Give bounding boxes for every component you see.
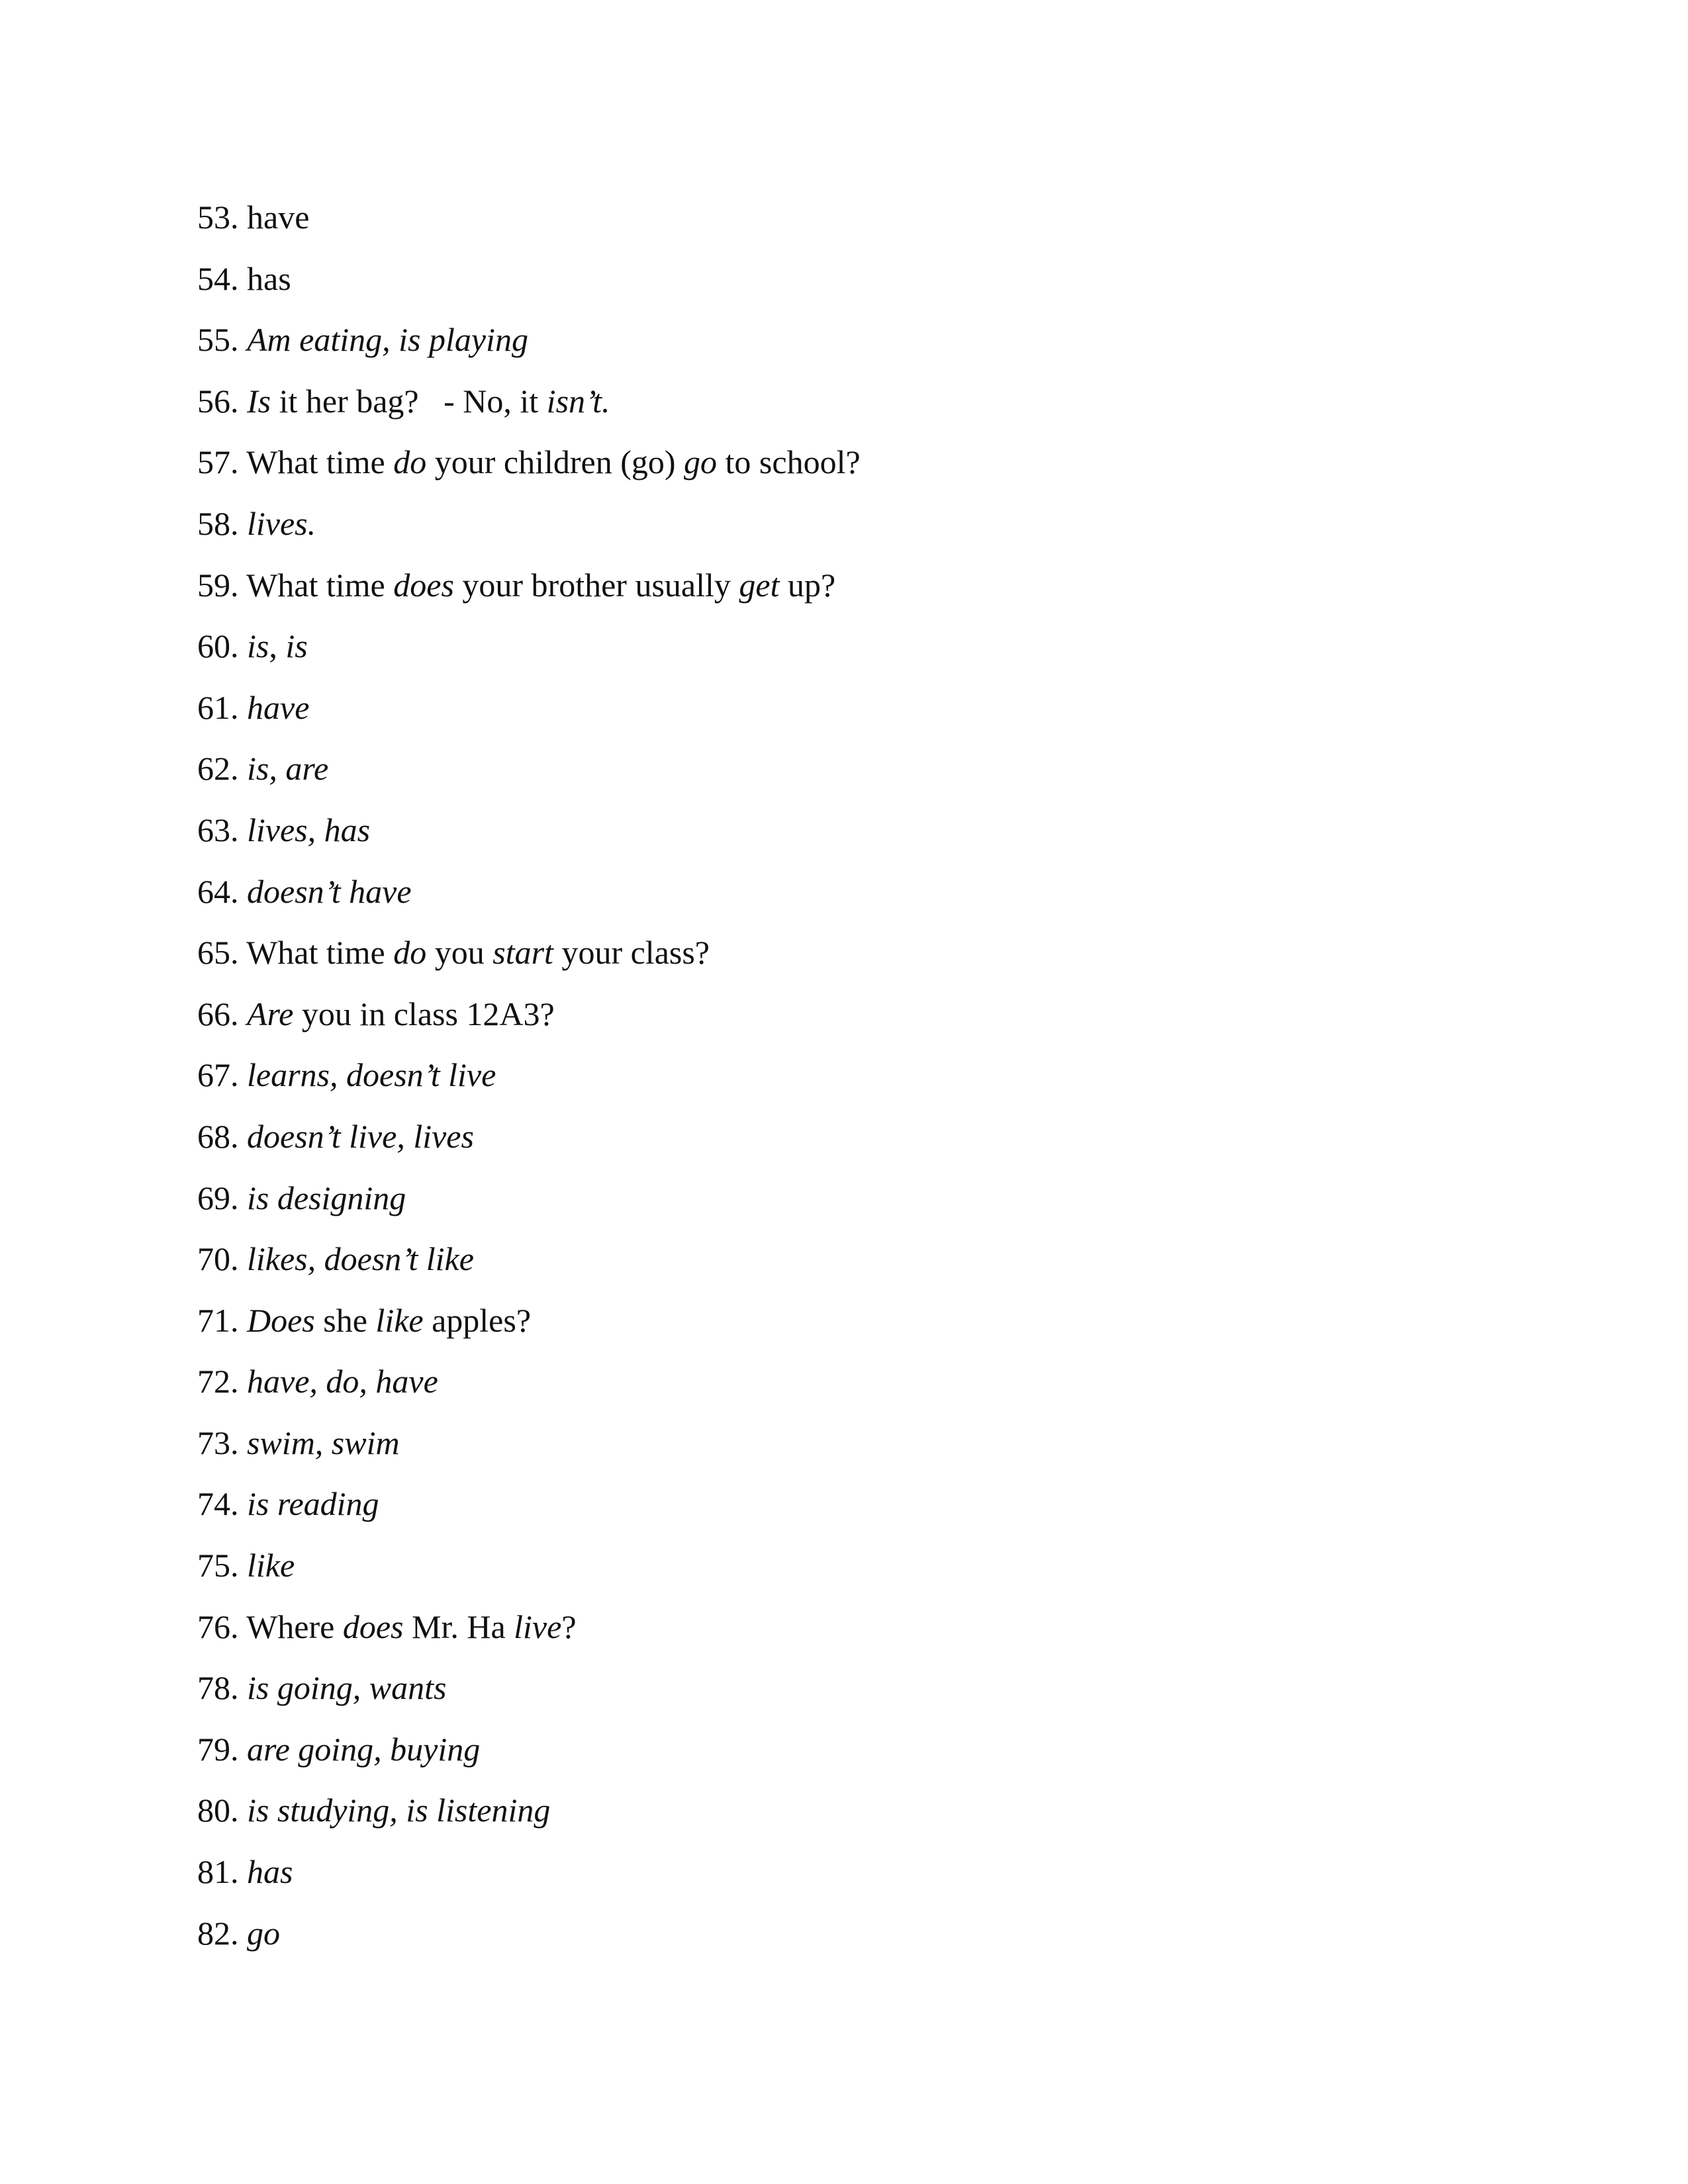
answer-number: 78. — [197, 1669, 239, 1707]
answer-verb-italic: are going, buying — [247, 1730, 481, 1768]
answer-verb-italic: doesn’t live, lives — [247, 1117, 474, 1155]
answer-verb-italic: is — [247, 627, 269, 665]
answer-number: 56. — [197, 382, 239, 420]
answer-number: 59. — [197, 566, 239, 604]
answer-number: 53. — [197, 199, 239, 236]
answer-text — [239, 321, 248, 358]
answer-item — [197, 380, 861, 441]
answer-text — [239, 811, 248, 848]
answer-item — [197, 1912, 861, 1974]
answer-verb-italic: Am eating, is playing — [247, 321, 528, 359]
answer-text — [239, 1363, 248, 1400]
answer-item — [197, 196, 861, 257]
answer-text: apples? — [423, 1301, 532, 1339]
answer-verb-italic: learns, doesn’t live — [247, 1056, 496, 1094]
answer-text — [239, 1669, 248, 1706]
answer-verb-italic: like — [375, 1301, 424, 1339]
answer-text — [239, 1056, 248, 1093]
answer-item — [197, 318, 861, 380]
answer-text — [239, 1915, 248, 1952]
answer-number: 80. — [197, 1792, 239, 1829]
answer-text: up? — [779, 566, 836, 604]
answer-number: 65. — [197, 934, 239, 972]
answer-number: 64. — [197, 872, 239, 910]
answer-key-list — [197, 196, 861, 1973]
answer-text: What time — [238, 934, 394, 972]
answer-verb-italic: likes, doesn’t like — [247, 1240, 474, 1278]
answer-item — [197, 625, 861, 686]
answer-verb-italic: is going, wants — [247, 1669, 447, 1707]
answer-item — [197, 257, 861, 319]
answer-verb-italic: have — [247, 688, 310, 726]
answer-item — [197, 1850, 861, 1912]
answer-text: What time — [238, 443, 394, 481]
answer-item — [197, 809, 861, 870]
answer-item — [197, 1360, 861, 1422]
answer-verb-italic: is — [285, 627, 308, 665]
answer-item — [197, 1299, 861, 1361]
answer-text — [239, 383, 248, 420]
answer-text: has — [238, 259, 291, 297]
answer-verb-italic: has — [247, 1853, 293, 1891]
answer-text — [239, 1547, 248, 1584]
answer-text — [239, 1853, 248, 1890]
answer-number: 55. — [197, 321, 239, 359]
answer-verb-italic: live — [514, 1608, 562, 1645]
answer-number: 66. — [197, 995, 239, 1032]
answer-text — [239, 1179, 248, 1216]
answer-item — [197, 1115, 861, 1177]
answer-number: 58. — [197, 504, 239, 542]
answer-verb-italic: have, do, have — [247, 1363, 438, 1400]
answer-number: 57. — [197, 443, 239, 481]
answer-text: have — [238, 199, 310, 236]
answer-text — [239, 1240, 248, 1277]
answer-verb-italic: is reading — [247, 1485, 379, 1523]
answer-number: 72. — [197, 1363, 239, 1400]
answer-text: to school? — [717, 443, 861, 481]
answer-text: your class? — [553, 934, 710, 972]
answer-verb-italic: swim, swim — [247, 1424, 400, 1461]
answer-verb-italic: do — [393, 443, 427, 481]
answer-verb-italic: get — [739, 566, 780, 604]
answer-item — [197, 993, 861, 1054]
answer-item — [197, 1606, 861, 1667]
answer-verb-italic: start — [492, 934, 553, 972]
answer-item — [197, 564, 861, 625]
answer-verb-italic: isn’t. — [546, 382, 610, 420]
answer-number: 54. — [197, 259, 239, 297]
answer-verb-italic: does — [393, 566, 454, 604]
answer-item — [197, 1666, 861, 1728]
answer-text — [239, 689, 248, 726]
answer-item — [197, 931, 861, 993]
answer-verb-italic: is designing — [247, 1179, 406, 1216]
answer-number: 61. — [197, 688, 239, 726]
answer-number: 71. — [197, 1301, 239, 1339]
answer-text: it her bag? - No, it — [271, 382, 547, 420]
answer-item — [197, 441, 861, 502]
answer-verb-italic: like — [247, 1547, 295, 1584]
answer-verb-italic: Is — [247, 382, 271, 420]
answer-item — [197, 1054, 861, 1115]
answer-number: 81. — [197, 1853, 239, 1891]
answer-text — [239, 1731, 248, 1768]
answer-text — [239, 1485, 248, 1522]
answer-number: 76. — [197, 1608, 239, 1645]
answer-verb-italic: go — [247, 1914, 280, 1952]
answer-item — [197, 870, 861, 932]
answer-number: 67. — [197, 1056, 239, 1094]
answer-item — [197, 1728, 861, 1790]
answer-item — [197, 1238, 861, 1299]
answer-number: 69. — [197, 1179, 239, 1216]
answer-text — [239, 750, 248, 787]
answer-item — [197, 1422, 861, 1483]
answer-text — [239, 873, 248, 910]
answer-text: your children (go) — [426, 443, 684, 481]
answer-text — [239, 995, 248, 1032]
answer-verb-italic: lives, has — [247, 811, 371, 848]
answer-verb-italic: does — [342, 1608, 404, 1645]
answer-item — [197, 502, 861, 564]
answer-text — [239, 1792, 248, 1829]
answer-number: 73. — [197, 1424, 239, 1461]
answer-text — [239, 1302, 248, 1339]
answer-verb-italic: Does — [247, 1301, 315, 1339]
answer-text — [239, 505, 248, 542]
answer-text — [239, 1118, 248, 1155]
answer-verb-italic: is studying, is listening — [247, 1792, 551, 1829]
answer-text: Mr. Ha — [403, 1608, 514, 1645]
answer-number: 63. — [197, 811, 239, 848]
answer-text: she — [314, 1301, 376, 1339]
answer-item — [197, 1177, 861, 1238]
answer-text: Where — [238, 1608, 343, 1645]
answer-verb-italic: is, are — [247, 750, 329, 788]
answer-text — [239, 627, 248, 664]
answer-item — [197, 747, 861, 809]
answer-number: 60. — [197, 627, 239, 665]
answer-text — [239, 1424, 248, 1461]
answer-verb-italic: Are — [247, 995, 294, 1032]
answer-number: 75. — [197, 1547, 239, 1584]
answer-text: , — [269, 627, 286, 665]
answer-text: ? — [561, 1608, 577, 1645]
answer-text: your brother usually — [453, 566, 739, 604]
answer-item — [197, 686, 861, 748]
answer-number: 62. — [197, 750, 239, 788]
answer-verb-italic: go — [684, 443, 718, 481]
answer-item — [197, 1482, 861, 1544]
answer-number: 82. — [197, 1914, 239, 1952]
answer-item — [197, 1789, 861, 1850]
answer-text: you in class 12A3? — [293, 995, 555, 1032]
answer-number: 68. — [197, 1117, 239, 1155]
answer-number: 79. — [197, 1730, 239, 1768]
answer-number: 70. — [197, 1240, 239, 1278]
answer-text: you — [426, 934, 493, 972]
answer-verb-italic: lives. — [247, 504, 316, 542]
answer-verb-italic: do — [393, 934, 427, 972]
answer-verb-italic: doesn’t have — [247, 872, 412, 910]
answer-number: 74. — [197, 1485, 239, 1523]
answer-text: What time — [238, 566, 394, 604]
answer-item — [197, 1544, 861, 1606]
